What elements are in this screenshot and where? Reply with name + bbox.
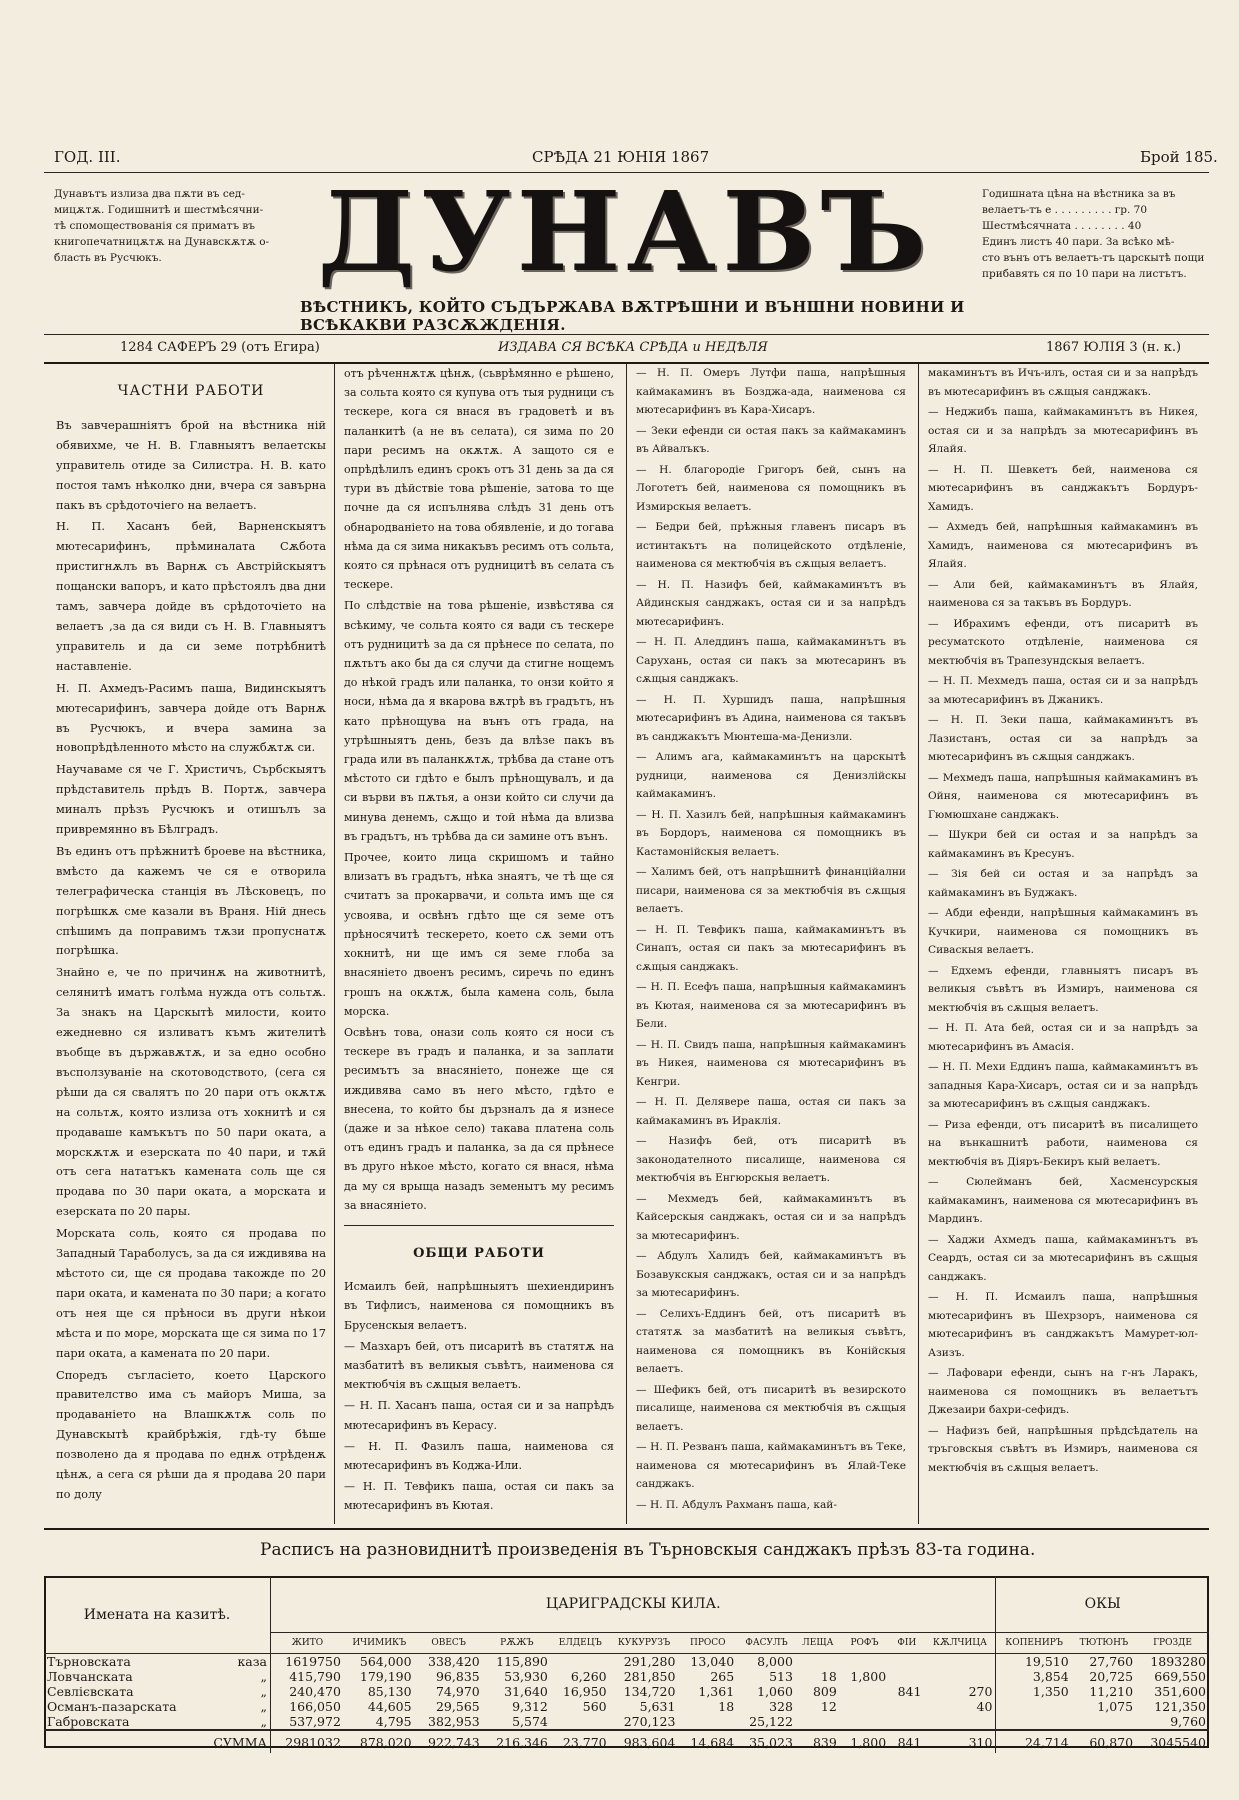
table-cell: 1,800 (850, 1669, 887, 1684)
table-cell: 53,930 (504, 1669, 548, 1684)
table-group-kila: ЦАРИГРАДСКЫ КИЛА. (271, 1576, 996, 1633)
table-group-oky: ОКЫ (996, 1576, 1209, 1633)
table-column-header: ОВЕСЪ (415, 1633, 483, 1654)
table-cell: 29,565 (435, 1699, 480, 1714)
article-paragraph: — Риза ефенди, отъ писаритѣ въ писалището на вънкашнитѣ работи, наименова ся мектюбчія въ Діяръ-Бекиръ кый велаетъ. (928, 1118, 1198, 1168)
kaza-marker: „ (260, 1714, 267, 1729)
table-cell: 270,123 (623, 1714, 676, 1729)
table-cell: 6,260 (570, 1669, 607, 1684)
table-cell: 809 (812, 1684, 837, 1699)
note-line: прибавять ся по 10 пари на листътъ. (982, 268, 1187, 280)
table-cell (796, 1714, 840, 1730)
table-cell: 27,760 (1089, 1654, 1134, 1669)
price-note (982, 186, 1212, 282)
table-cell (924, 1669, 996, 1684)
table-cell: 513 (769, 1669, 793, 1684)
article-paragraph: — Сюлейманъ бей, Хасменсурскыя каймакаминъ, наименова ся мютесарифинъ въ Мардинъ. (928, 1176, 1198, 1225)
table-cell: 537,972 (271, 1714, 344, 1730)
table-column-header: ПРОСО (678, 1633, 737, 1654)
table-cell: 328 (769, 1699, 793, 1714)
table-sum-cell: 878,020 (344, 1730, 415, 1753)
kaza-marker: каза (237, 1654, 267, 1669)
article-paragraph: — Мехмедъ бей, каймакаминътъ въ Кайсерскыя санджакъ, остая си и за напрѣдъ за мютесарифинъ. (636, 1192, 906, 1242)
table-cell (889, 1654, 924, 1670)
article-paragraph: — Н. П. Аледдинъ паша, каймакаминътъ въ Сарухань, остая си пакъ за мютесаринъ въ сѫщыя санджакъ. (636, 636, 906, 685)
article-paragraph: — Селихъ-Еддинъ бей, отъ писаритѣ въ статятѫ за мазбатитѣ на великыя съвѣтъ, наименова ся помощникъ въ Конійскыя велаетъ. (636, 1307, 906, 1375)
table-cell: 1,361 (698, 1684, 735, 1699)
table-cell: 1,075 (1097, 1699, 1134, 1714)
table-cell (840, 1684, 889, 1699)
table-cell: 240,470 (271, 1684, 344, 1699)
masthead-title: ДУНАВЪ (317, 167, 933, 296)
article-paragraph: — Нафизъ бей, напрѣшныя прѣдсѣдатель на тръговскыя съвѣтъ въ Измиръ, наименова ся мектюбчія въ сѫщыя велаетъ. (928, 1424, 1198, 1474)
table-cell: 338,420 (428, 1654, 480, 1669)
article-paragraph: Н. П. Ахмедъ-Расимъ паша, Видинскыятъ мютесарифинъ, завчера дойде отъ Варнѫ въ Русчюкъ, и вчера замина за новопрѣдѣленното мѣсто на службѫтѫ си. (56, 680, 326, 755)
article-paragraph: — Алимъ ага, каймакаминътъ на царскытѣ рудници, наименова ся Денизлійскы каймакаминъ. (636, 751, 906, 800)
article-paragraph: — Н. П. Хуршидъ паша, напрѣшныя мютесарифинъ въ Адина, наименова ся такъвъ въ санджакътъ Мюнтеша-ма-Денизли. (636, 693, 906, 743)
table-sum-cell: 1,800 (840, 1730, 889, 1753)
article-paragraph: Освѣнъ това, онази соль която ся носи съ тескере въ градъ и паланка, и за заплати ресимътъ за внасяніето, понеже ще ся иждивява само въ него мѣсто, гдѣто е внесена, то който бы дързналъ да я изнесе (даже и за нѣкое село) такава платена соль отъ единъ градъ и паланка, за да ся прѣнесе въ друго нѣкое мѣсто, когато ся внася, нѣма да му ся врыща назадъ земенытъ му ресимъ за внасяніето. (344, 1025, 614, 1212)
table-column-header: КОПЕНИРЪ (996, 1633, 1072, 1654)
article-paragraph: — Ахмедъ бей, напрѣшныя каймакаминъ въ Хамидъ, наименова ся мютесарифинъ въ Ялайя. (928, 521, 1198, 570)
article-paragraph: — Н. П. Шевкетъ бей, наименова ся мютесарифинъ въ санджакътъ Бордуръ-Хамидъ. (928, 463, 1198, 513)
year-label: ГОД. III. (54, 148, 121, 166)
article-paragraph: Споредъ съгласіето, което Царского правителство има съ майоръ Миша, за продаваніето на Влашкѫтѫ соль по Дунавскытѣ крайбрѣжія, гдѣ-ту бѣше позволено да я продава по еднѫ отрѣденѫ цѣнѫ, а сега ся рѣши да я продава 20 пари по долу (56, 1367, 326, 1501)
article-paragraph: — Н. благородіе Григоръ бей, сынъ на Логотетъ бей, наименова ся помощникъ въ Измирскыя велаетъ. (636, 463, 906, 513)
table-cell: 85,130 (367, 1684, 412, 1699)
table-cell: 415,790 (271, 1669, 344, 1684)
table-cell: 9,760 (1170, 1714, 1206, 1729)
table-cell: 31,640 (504, 1684, 548, 1699)
table-cell: 1,350 (996, 1684, 1072, 1699)
table-name-header: Имената на казитѣ. (44, 1576, 271, 1654)
article-paragraph: Въ завчерашніятъ брой на вѣстника ній обявихме, че Н. В. Главныятъ велаетскы управитель отиде за Силистра. Н. В. като постоя тамъ нѣколко дни, вчера ся завърна пакъ въ срѣдоточіего на велаетъ. (56, 417, 326, 512)
kaza-name: Османъ-пазарската (47, 1699, 177, 1714)
table-cell: 44,605 (367, 1699, 412, 1714)
table-sum-cell: 216,346 (483, 1730, 551, 1753)
dateline-top-rule (44, 334, 1209, 335)
article-paragraph: — Н. П. Назифъ бей, каймакаминътъ въ Айдинскыя санджакъ, остая си и за напрѣдъ мютесарифинъ. (636, 578, 906, 628)
julian-date: 1867 ЮЛІЯ 3 (н. к.) (1046, 340, 1182, 355)
note-line: велаетъ-тъ е . . . . . . . . . гр. 70 (982, 204, 1148, 216)
table-sum-cell: 310 (924, 1730, 996, 1753)
table-cell (796, 1654, 840, 1670)
table-sum-cell: 2981032 (271, 1730, 344, 1753)
article-paragraph: — Али бей, каймакаминътъ въ Ялайя, наименова ся за такъвъ въ Бордуръ. (928, 578, 1198, 609)
kaza-name: Търновската (47, 1654, 131, 1669)
column-2 (344, 364, 614, 1518)
table-cell (551, 1714, 610, 1730)
table-cell: 5,631 (639, 1699, 676, 1714)
table-cell: 20,725 (1089, 1669, 1134, 1684)
article-paragraph: — Едхемъ ефенди, главныятъ писаръ въ великыя съвѣтъ въ Измиръ, наименова ся мектюбчія въ сѫщыя велаетъ. (928, 964, 1198, 1014)
table-sum-cell: 23,770 (551, 1730, 610, 1753)
table-cell (840, 1714, 889, 1730)
table-row (44, 1669, 1209, 1684)
table-cell (551, 1654, 610, 1670)
table-column-header: КУКУРУЗЪ (610, 1633, 679, 1654)
article-paragraph: — Ибрахимъ ефенди, отъ писаритѣ въ ресуматското отдѣленіе, наименова ся мектюбчія въ Трапезундскыя велаетъ. (928, 617, 1198, 667)
table-cell: 841 (897, 1684, 922, 1699)
table-cell: 351,600 (1154, 1684, 1206, 1699)
table-column-header: КѪЛЧИЦА (924, 1633, 996, 1654)
kaza-name: Габровската (47, 1714, 130, 1729)
table-row-name (44, 1699, 271, 1714)
article-paragraph: — Халимъ бей, отъ напрѣшнитѣ финанційални писари, наименова ся за мектюбчія въ сѫщыя велаетъ. (636, 866, 906, 915)
article-paragraph: Исмаилъ бей, напрѣшныятъ шехиендиринъ въ Тифлисъ, наименова ся помощникъ въ Брусенскыя велаетъ. (344, 1280, 614, 1332)
article-paragraph: — Н. П. Омеръ Лутфи паша, напрѣшныя каймакаминъ въ Бозджа-ада, наименова ся мютесарифинъ въ Кара-Хисаръ. (636, 367, 906, 416)
note-line: мицѫтѫ. Годишнитѣ и шестмѣсячни- (54, 204, 264, 216)
article-paragraph: — Мазхаръ бей, отъ писаритѣ въ статятѫ на мазбатитѣ въ великыя съвѣтъ, наименова ся мектюбчія въ сѫщыя велаетъ. (344, 1339, 614, 1392)
article-paragraph: — Неджибъ паша, каймакаминътъ въ Никея, остая си и за напрѣдъ за мютесарифинъ въ Ялайя. (928, 406, 1198, 455)
table-cell: 74,970 (435, 1684, 480, 1699)
kaza-name: Ловчанската (47, 1669, 133, 1684)
table-cell: 560 (582, 1699, 607, 1714)
article-paragraph: Н. П. Хасанъ бей, Варненскыятъ мютесарифинъ, прѣминалата Сѫбота пристигнѫлъ въ Варнѫ съ Австрійскыятъ пощански вапоръ, и като прѣстоялъ два дни тамъ, завчера дойде въ срѣдоточіето на велаетъ ,за да ся види съ Н. В. Главныятъ управитель и да си земе потрѣбнитѣ наставленіе. (56, 519, 326, 673)
column-divider (334, 364, 335, 1524)
table-cell: 3,854 (996, 1669, 1072, 1684)
column-3 (636, 364, 906, 1516)
table-cell (924, 1714, 996, 1730)
table-cell: 18 (718, 1699, 735, 1714)
table-title: Расписъ на разновиднитѣ произведенія въ Търновскыя санджакъ прѣзъ 83-та година. (260, 1540, 1036, 1560)
section-heading: ОБЩИ РАБОТИ (413, 1245, 545, 1261)
note-line: Годишната цѣна на вѣстника за въ (982, 188, 1176, 200)
table-cell: 16,950 (562, 1684, 607, 1699)
table-column-header: ЕЛДЕЦЪ (551, 1633, 610, 1654)
table-column-header: РѪЖЪ (483, 1633, 551, 1654)
article-paragraph: Прочее, които лица скришомъ и тайно влизатъ въ градътъ, нѣка знаятъ, че тѣ ще ся считатъ за прокарвачи, и сольта имъ ще ся усвоява, и освѣнъ гдѣто ще ся земе отъ прѣносячитѣ тескерето, което сѫ земи отъ хокнитѣ, ни ще имъ ся земе глоба за внасяніето двоенъ ресимъ, сиречь по единъ грошъ на окѫтѫ, была камена соль, была морска. (344, 851, 614, 1018)
article-paragraph: отъ рѣченнѫтѫ цѣнѫ, (сьврѣмянно е рѣшено, за сольта която ся купува отъ тыя рудници съ тескере, кога ся внася въ градоветѣ и въ паланкитѣ (а не въ селата), ся зима по 20 пари ресимъ на окѫтѫ. А защото ся е опрѣдѣлилъ единъ срокъ отъ 31 день за да ся тури въ дѣйствіе това рѣшеніе, затова то ще почне да ся испълнява слѣдъ 31 день отъ обнародваніето на това обявленіе, и до тогава нѣма да ся зима никакъвъ ресимъ отъ сольта, която ся прѣнася отъ рудницитѣ въ селата съ тескере. (344, 367, 614, 592)
article-paragraph: — Н. П. Исмаилъ паша, напрѣшныя мютесарифинъ въ Шехрзоръ, наименова ся мютесарифинъ въ санджакътъ Мамурет-юл-Азизъ. (928, 1291, 1198, 1359)
table-sum-cell: 922,743 (415, 1730, 483, 1753)
table-column-header: РОФЪ (840, 1633, 889, 1654)
hijri-date: 1284 САФЕРЪ 29 (отъ Егира) (120, 340, 320, 355)
table-cell: 12 (820, 1699, 837, 1714)
kaza-marker: „ (260, 1699, 267, 1714)
article-paragraph: — Н. П. Мехи Еддинъ паша, каймакаминътъ въ западныя Кара-Хисаръ, остая си и за напрѣдъ за мютесарифинъ въ сѫщыя санджакъ. (928, 1061, 1198, 1110)
table-cell: 564,000 (359, 1654, 412, 1669)
table-column-header: ЛЕЩА (796, 1633, 840, 1654)
note-line: Дунавътъ излиза два пѫти въ сед- (54, 188, 245, 200)
article-paragraph: По слѣдствіе на това рѣшеніе, извѣстява ся всѣкиму, че сольта която ся вади съ тескере отъ рудницитѣ за да ся прѣнесе по селата, по пѫтьтъ ако бы да ся случи да стигне нощемъ до нѣкой градъ или паланка, то онзи който я носи, нѣма да я вкарова вѫтрѣ въ градътъ, нъ като прѣнощува на вънъ отъ града, на утрѣшныятъ день, безъ да влѣзе пакъ въ града или въ паланкѫтѫ, трѣбва да стане отъ мѣстото си гдѣто е былъ прѣнощувалъ, и да си върви въ пѫтья, а онзи който си случи да минува денемъ, сѫщо и той нѣма да влизва въ градътъ, нъ трѣбва да си замине отъ вънъ. (344, 599, 614, 843)
table-cell: 1619750 (271, 1654, 344, 1670)
table-cell (840, 1654, 889, 1670)
column-divider (918, 364, 919, 1524)
table-cell: 115,890 (496, 1654, 548, 1669)
table-cell: 8,000 (757, 1654, 793, 1669)
column-4 (928, 364, 1198, 1479)
table-sum-cell: 983,604 (610, 1730, 679, 1753)
table-column-header: ИЧИМИКЪ (344, 1633, 415, 1654)
article-paragraph: — Н. П. Зеки паша, каймакаминътъ въ Лазистанъ, остая си за напрѣдъ за мютесарифинъ въ сѫщыя санджакъ. (928, 714, 1198, 763)
table-sum-cell: 24,714 (996, 1730, 1072, 1753)
article-paragraph: — Лафовари ефенди, сынъ на г-нъ Ларакъ, наименова ся помощникъ въ велаетътъ Джезаири бахри-сефидъ. (928, 1367, 1198, 1416)
table-cell: 18 (820, 1669, 837, 1684)
article-paragraph: Знайно е, че по причинѫ на животнитѣ, селянитѣ иматъ голѣма нужда отъ сольтѫ. За знакъ на Царскытѣ милости, които ежедневно ся изливатъ къмъ жителитѣ въобще въ държавѫтѫ, и за едно особно въсползуваніе на скотоводството, (сега ся рѣши да ся свалятъ по 20 пари отъ окѫтѫ на сольтѫ, която излиза отъ хокнитѣ и ся продаваше камъкътъ по 50 пари оката, а морскѫтѫ и езерската по 40 пари, и тѫй отъ сега нататъкъ камената соль ще ся продава по 30 пари оката, а морската и езерската по 20 пары. (56, 965, 326, 1219)
table-cell: 11,210 (1089, 1684, 1134, 1699)
table-top-rule (44, 1528, 1209, 1530)
table-cell (840, 1699, 889, 1714)
masthead-subtitle: ВѢСТНИКЪ, КОЙТО СЪДЪРЖАВА ВѪТРѢШНИ И ВЪНШНИ НОВИНИ И ВСѢКАКВИ РАЗСѪЖДЕНІЯ. (300, 298, 965, 334)
table-cell (889, 1699, 924, 1714)
article-paragraph: — Назифъ бей, отъ писаритѣ въ законодателното писалище, наименова ся мектюбчія въ Енгюрскыя велаетъ. (636, 1135, 906, 1184)
article-paragraph: — Н. П. Мехмедъ паша, остая си и за напрѣдъ за мютесарифинъ въ Джаникъ. (928, 675, 1198, 706)
table-cell: 291,280 (623, 1654, 676, 1669)
table-cell (1072, 1714, 1136, 1730)
column-divider (626, 364, 627, 1524)
table-cell (889, 1669, 924, 1684)
table-cell: 281,850 (623, 1669, 676, 1684)
table-sum-cell: 839 (796, 1730, 840, 1753)
sum-label: СУММА (44, 1730, 271, 1753)
article-paragraph: — Н. П. Ата бей, остая си и за напрѣдъ за мютесарифинъ въ Амасія. (928, 1022, 1198, 1053)
table-row-name (44, 1654, 271, 1670)
table-column-header: ГРОЗДЕ (1136, 1633, 1209, 1654)
table-column-header: ФАСУЛЪ (737, 1633, 796, 1654)
kaza-name: Севлієвската (47, 1684, 134, 1699)
table-cell: 134,720 (623, 1684, 676, 1699)
kaza-marker: „ (260, 1669, 267, 1684)
article-paragraph: — Н. П. Хасанъ паша, остая си и за напрѣдъ мютесарифинъ въ Керасу. (344, 1399, 614, 1432)
table-cell: 1,060 (757, 1684, 793, 1699)
table-cell: 19,510 (996, 1654, 1072, 1670)
table-cell: 40 (976, 1699, 993, 1714)
table-cell: 9,312 (512, 1699, 548, 1714)
table-sum-cell: 60,870 (1072, 1730, 1136, 1753)
note-line: Шестмѣсячната . . . . . . . . 40 (982, 220, 1142, 232)
table-cell: 4,795 (375, 1714, 412, 1729)
table-cell (889, 1714, 924, 1730)
section-heading: ЧАСТНИ РАБОТИ (117, 383, 265, 399)
article-paragraph: — Н. П. Фазилъ паша, наименова ся мютесарифинъ въ Коджа-Или. (344, 1439, 614, 1472)
issue-date: СРѢДА 21 ЮНІЯ 1867 (532, 148, 710, 166)
kaza-marker: „ (260, 1684, 267, 1699)
subscription-note (54, 186, 294, 266)
table-cell: 669,550 (1154, 1669, 1206, 1684)
column-1 (56, 364, 326, 1507)
table-cell: 382,953 (428, 1714, 480, 1729)
article-paragraph: — Зеки ефенди си остая пакъ за каймакаминъ въ Айвалъкъ. (636, 424, 906, 455)
table-cell: 265 (710, 1669, 735, 1684)
note-line: тѣ спомоществованія ся приматъ въ (54, 220, 255, 232)
section-divider (344, 1225, 614, 1226)
table-sum-cell: 841 (889, 1730, 924, 1753)
table-column-header: ТЮТЮНЪ (1072, 1633, 1136, 1654)
article-paragraph: — Н. П. Свидъ паша, напрѣшныя каймакаминъ въ Никея, наименова ся мютесарифинъ въ Кенгри. (636, 1038, 906, 1088)
article-paragraph: — Шефикъ бей, отъ писаритѣ въ везирското писалище, наименова ся мектюбчія въ сѫщыя велаетъ. (636, 1383, 906, 1433)
publish-schedule: ИЗДАВА СЯ ВСѢКА СРѢДА и НЕДѢЛЯ (498, 340, 768, 355)
table-row (44, 1714, 1209, 1730)
article-paragraph: — Бедри бей, прѣжныя главенъ писаръ въ истинтакътъ на полицейското отдѣленіе, наименова ся мектюбчія въ сѫщыя велаетъ. (636, 521, 906, 570)
table-cell: 179,190 (359, 1669, 412, 1684)
table-row-name (44, 1684, 271, 1699)
table-row (44, 1654, 1209, 1670)
article-paragraph: Въ единъ отъ прѣжнитѣ броеве на вѣстника, вмѣсто да кажемъ че ся е отворила телеграфическа станція въ Лѣсковецъ, по погрѣшкѫ сме казали въ Враня. Ній днесь спѣшимъ да поправимъ тѫзи пропуснатѫ погрѣшка. (56, 843, 326, 958)
table-column-header: ФІИ (889, 1633, 924, 1654)
note-line: сто вънъ отъ велаетъ-тъ царскытѣ пощи (982, 252, 1205, 264)
table-cell: 121,350 (1154, 1699, 1206, 1714)
production-table (44, 1576, 1209, 1753)
article-paragraph: — Н. П. Абдулъ Рахманъ паша, кай- (636, 1498, 837, 1511)
table-cell: 13,040 (690, 1654, 735, 1669)
article-paragraph: — Н. П. Хазилъ бей, напрѣшныя каймакаминъ въ Бордоръ, наименова ся помощникъ въ Кастамонійскыя велаетъ. (636, 808, 906, 858)
article-paragraph: макаминътъ въ Ичъ-илъ, остая си и за напрѣдъ въ мютесарифинъ въ сѫщыя санджакъ. (928, 367, 1198, 398)
table-cell: 5,574 (512, 1714, 548, 1729)
article-paragraph: Морската соль, която ся продава по Западный Тараболусъ, за да ся иждивява на мѣстото си, ще ся продава такожде по 20 пари оката, и камената по 30 пари; а когато отъ нея ще ся прѣноси въ други нѣкои мѣста и по море, морската ще ся зима по 17 пари оката, а камената по 20 пари. (56, 1226, 326, 1360)
article-paragraph: — Н. П. Тевфикъ паша, остая си пакъ за мютесарифинъ въ Кютая. (344, 1480, 614, 1513)
note-line: Единъ листъ 40 пари. За всѣко мѣ- (982, 236, 1175, 248)
article-paragraph: — Зія бей си остая и за напрѣдъ за каймакаминъ въ Буджакъ. (928, 868, 1198, 899)
table-sum-cell: 35,023 (737, 1730, 796, 1753)
article-paragraph: — Н. П. Делявере паша, остая си пакъ за каймакаминъ въ Ираклія. (636, 1096, 906, 1127)
table-row-name (44, 1669, 271, 1684)
table-sum-cell: 3045540 (1136, 1730, 1209, 1753)
table-cell: 1893280 (1150, 1654, 1206, 1669)
table-cell (996, 1699, 1072, 1714)
article-paragraph: — Абди ефенди, напрѣшныя каймакаминъ въ Кучкири, наименова ся помощникъ въ Сиваскыя велаетъ. (928, 907, 1198, 956)
table-cell (996, 1714, 1072, 1730)
table-cell: 270 (968, 1684, 993, 1699)
note-line: бласть въ Русчюкъ. (54, 252, 162, 264)
table-cell: 96,835 (435, 1669, 480, 1684)
table-row (44, 1699, 1209, 1714)
article-paragraph: — Мехмедъ паша, напрѣшныя каймакаминъ въ Ойня, наименова ся мютесарифинъ въ Гюмюшхане санджакъ. (928, 771, 1198, 821)
article-paragraph: Научаваме ся че Г. Христичъ, Сърбскыятъ прѣдставитель прѣдъ В. Портѫ, завчера миналъ прѣзъ Русчюкъ и отишълъ за привремянно въ Бѣлградъ. (56, 762, 326, 837)
table-cell (924, 1654, 996, 1670)
table-row-name (44, 1714, 271, 1730)
article-paragraph: — Шукри бей си остая и за напрѣдъ за каймакаминъ въ Кресунъ. (928, 829, 1198, 860)
table-column-header: ЖИТО (271, 1633, 344, 1654)
table-sum-cell: 14,684 (678, 1730, 737, 1753)
article-paragraph: — Н. П. Резванъ паша, каймакаминътъ въ Теке, наименова ся мютесарифинъ въ Ялай-Теке санджакъ. (636, 1441, 906, 1490)
article-paragraph: — Н. П. Есефъ паша, напрѣшныя каймакаминъ въ Кютая, наименова ся за мютесарифинъ въ Бели. (636, 981, 906, 1030)
article-paragraph: — Абдулъ Халидъ бей, каймакаминътъ въ Бозавукскыя санджакъ, остая си и за напрѣдъ за мютесарифинъ. (636, 1250, 906, 1299)
table-cell: 25,122 (749, 1714, 793, 1729)
article-paragraph: — Н. П. Тевфикъ паша, каймакаминътъ въ Синапъ, остая си пакъ за мютесарифинъ въ сѫщыя санджакъ. (636, 923, 906, 973)
table-cell: 166,050 (271, 1699, 344, 1714)
article-paragraph: — Хаджи Ахмедъ паша, каймакаминътъ въ Сеардъ, остая си за мютесарифинъ въ сѫщыя санджакъ. (928, 1233, 1198, 1283)
note-line: книгопечатницѫтѫ на Дунавскѫтѫ о- (54, 236, 270, 248)
table-row (44, 1684, 1209, 1699)
table-cell (678, 1714, 737, 1730)
issue-number: Брой 185. (1140, 148, 1218, 166)
table-sum-row (44, 1730, 1209, 1753)
